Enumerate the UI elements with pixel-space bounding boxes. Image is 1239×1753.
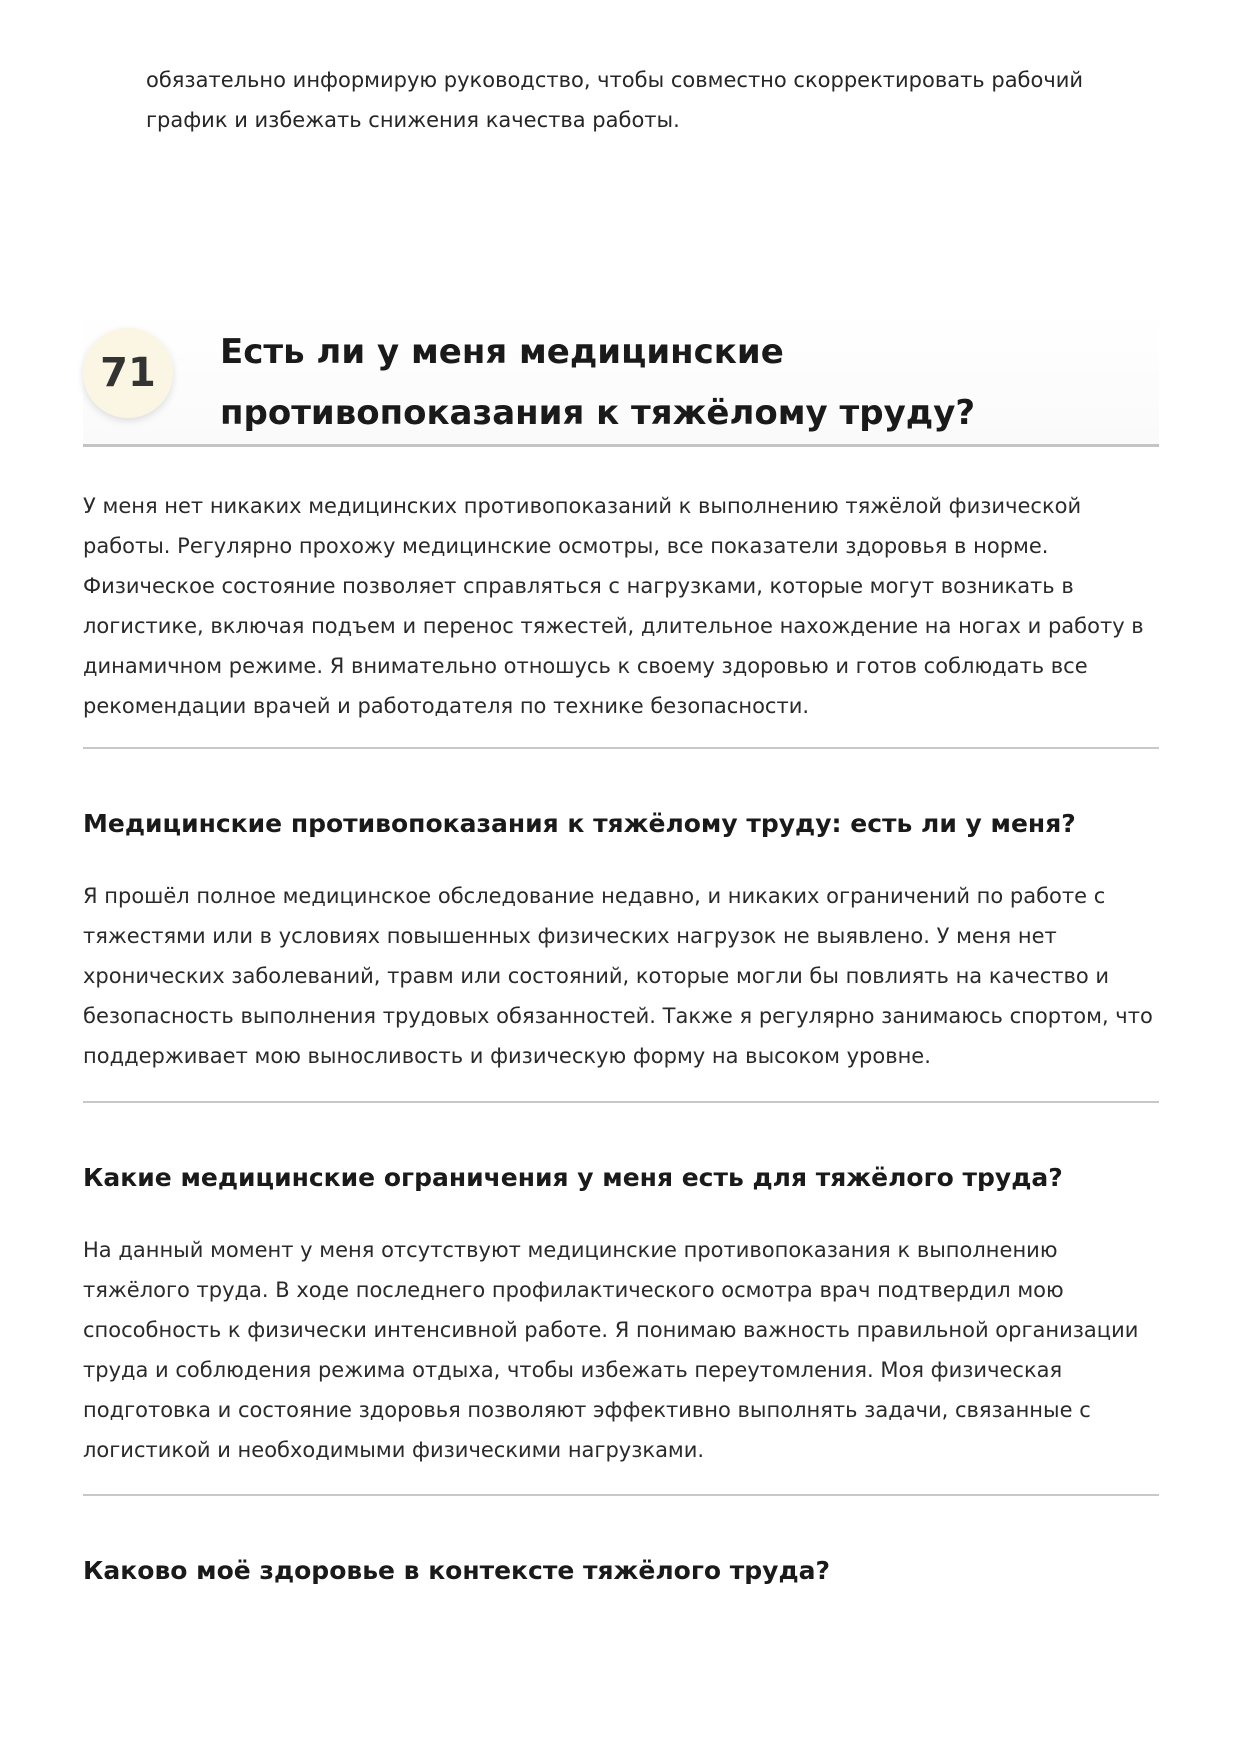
question-title: Есть ли у меня медицинские противопоказания к тяжёлому труду? — [220, 332, 976, 433]
question-number-badge: 71 — [83, 328, 173, 418]
section-title-2: Какие медицинские ограничения у меня есть для тяжёлого труда? — [83, 1163, 1063, 1192]
section-title-3: Каково моё здоровье в контексте тяжёлого труда? — [83, 1556, 831, 1585]
section-text-1: Я прошёл полное медицинское обследование недавно, и никаких ограничений по работе с тяжестями или в условиях повышенных физических нагрузок не выявлено. У меня нет хронических заболеваний, травм или состояний, которые могли бы повлиять на качество и безопасность выполнения трудовых обязанностей. Также я регулярно занимаюсь спортом, что поддерживает мою выносливость и физическую форму на высоком уровне. — [83, 884, 1153, 1068]
intro-paragraph: обязательно информирую руководство, чтобы совместно скорректировать рабочий график и избежать снижения качества работы. — [146, 68, 1084, 132]
section-divider — [83, 1494, 1159, 1496]
question-answer: У меня нет никаких медицинских противопоказаний к выполнению тяжёлой физической работы. Регулярно прохожу медицинские осмотры, все показатели здоровья в норме. Физическое состояние позволяет справляться с нагрузками, которые могут возникать в логистике, включая подъем и перенос тяжестей, длительное нахождение на ногах и работу в динамичном режиме. Я внимательно отношусь к своему здоровью и готов соблюдать все рекомендации врачей и работодателя по технике безопасности. — [83, 494, 1144, 718]
section-divider — [83, 747, 1159, 749]
section-title-1: Медицинские противопоказания к тяжёлому труду: есть ли у меня? — [83, 809, 1076, 838]
question-header — [83, 310, 1159, 447]
section-text-2: На данный момент у меня отсутствуют медицинские противопоказания к выполнению тяжёлого труда. В ходе последнего профилактического осмотра врач подтвердил мою способность к физически интенсивной работе. Я понимаю важность правильной организации труда и соблюдения режима отдыха, чтобы избежать переутомления. Моя физическая подготовка и состояние здоровья позволяют эффективно выполнять задачи, связанные с логистикой и необходимыми физическими нагрузками. — [83, 1238, 1139, 1462]
section-divider — [83, 1101, 1159, 1103]
